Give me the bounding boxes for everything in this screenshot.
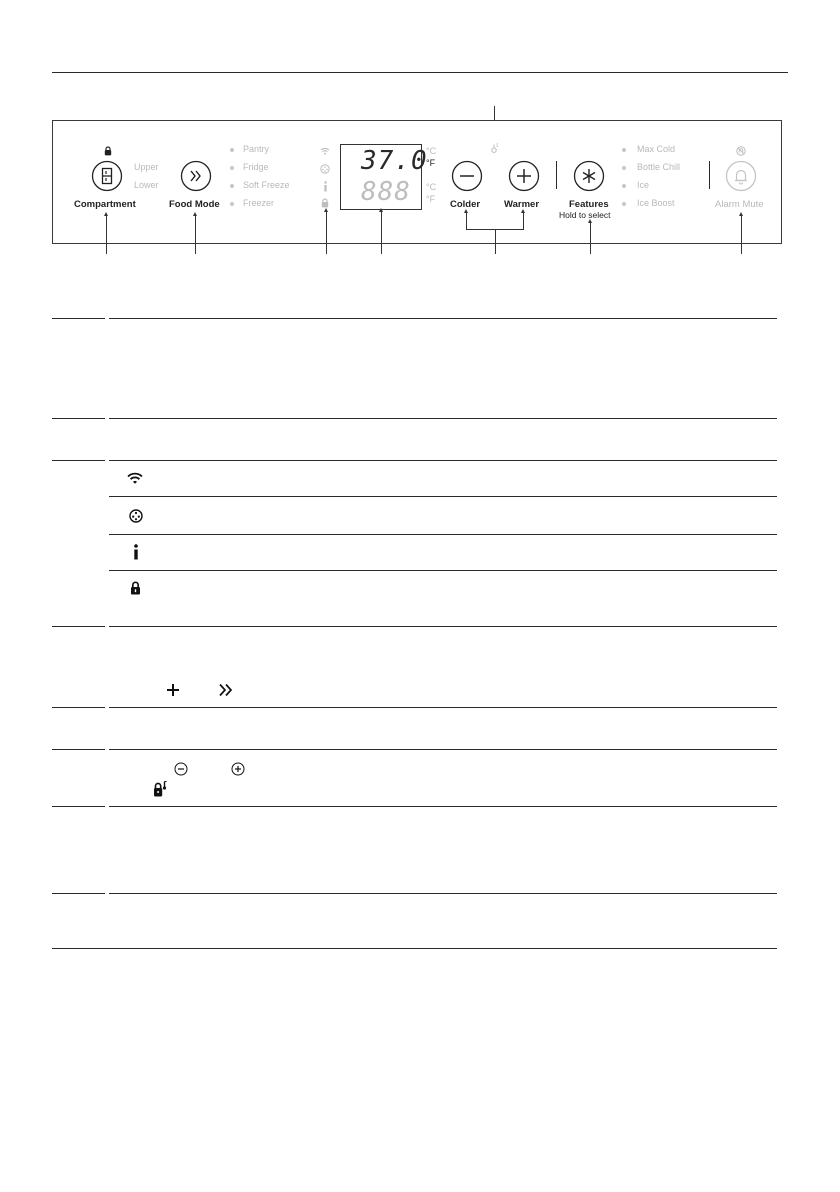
feature-dot-ice [622, 184, 626, 188]
display-top-value: 37.0 [361, 146, 428, 176]
warmer-button[interactable] [508, 160, 540, 192]
plus-circle-icon [231, 762, 245, 776]
lock-icon [130, 581, 141, 595]
table-rule-2 [52, 418, 105, 419]
callout-colder-warmer [495, 229, 496, 254]
food-mode-fridge: Fridge [243, 162, 269, 172]
colder-label: Colder [450, 199, 481, 210]
table-rule-1b [109, 318, 777, 319]
food-mode-button[interactable] [180, 160, 212, 192]
table-rule-3 [52, 460, 105, 461]
alarm-mute-button[interactable] [725, 160, 757, 192]
compartment-button[interactable] [91, 160, 123, 192]
food-mode-freezer: Freezer [243, 198, 275, 208]
info-icon [323, 181, 328, 192]
food-mode-soft-freeze: Soft Freeze [243, 180, 290, 190]
info-icon [133, 544, 139, 560]
compartment-lock-icon [104, 146, 112, 156]
colder-button[interactable] [451, 160, 483, 192]
lock-icon [321, 198, 329, 208]
warmer-label: Warmer [504, 199, 540, 210]
table-rule-5b [109, 707, 777, 708]
alarm-mute-label: Alarm Mute [715, 199, 764, 210]
table-rule-6b [109, 749, 777, 750]
feature-dot-ice-boost [622, 202, 626, 206]
feature-ice: Ice [637, 180, 650, 190]
table-rule-7 [52, 806, 105, 807]
feature-ice-boost: Ice Boost [637, 198, 675, 208]
callout-status-icons [326, 211, 327, 254]
thermometer-icon [491, 143, 499, 153]
food-mode-dot-pantry [230, 148, 234, 152]
control-panel [52, 120, 782, 244]
table-rule-4 [52, 626, 105, 627]
callout-food-mode [195, 215, 196, 254]
feature-bottle-chill: Bottle Chill [637, 162, 681, 172]
table-rule-1 [52, 318, 105, 319]
table-rule-3b [109, 460, 777, 461]
top-rule [52, 72, 788, 73]
callout-display [381, 211, 382, 254]
table-subrule-3 [109, 570, 777, 571]
food-mode-dot-freezer [230, 202, 234, 206]
table-rule-7b [109, 806, 777, 807]
minus-circle-icon [174, 762, 188, 776]
feature-dot-max-cold [622, 148, 626, 152]
callout-compartment [106, 215, 107, 254]
table-subrule-1 [109, 496, 777, 497]
table-subrule-2 [109, 534, 777, 535]
features-button[interactable] [573, 160, 605, 192]
unit-c-top: °C [426, 146, 437, 156]
compartment-lower: Lower [134, 180, 159, 190]
feature-dot-bottle-chill [622, 166, 626, 170]
compartment-upper: Upper [134, 162, 159, 172]
plus-icon [166, 683, 180, 697]
unit-f-bottom: °F [426, 194, 436, 204]
panel-separator-2 [709, 161, 710, 189]
bracket-right [523, 212, 524, 229]
callout-features [590, 222, 591, 254]
features-hint: Hold to select [559, 210, 611, 220]
features-label: Features [569, 199, 609, 210]
filter-icon [320, 164, 330, 174]
table-rule-6 [52, 749, 105, 750]
table-rule-5 [52, 707, 105, 708]
food-mode-dot-fridge [230, 166, 234, 170]
table-rule-4b [109, 626, 777, 627]
bracket-left [466, 212, 467, 229]
unit-f-top: °F [426, 158, 436, 168]
table-rule-2b [109, 418, 777, 419]
wifi-icon [127, 472, 143, 485]
alarm-mute-indicator-icon [736, 146, 746, 156]
wifi-icon [320, 147, 330, 155]
panel-separator-1 [556, 161, 557, 189]
temperature-display [340, 144, 428, 210]
unit-c-bottom: °C [426, 182, 437, 192]
food-mode-pantry: Pantry [243, 144, 270, 154]
feature-max-cold: Max Cold [637, 144, 676, 154]
table-rule-8 [52, 893, 105, 894]
food-mode-dot-soft-freeze [230, 184, 234, 188]
table-rule-8b [109, 893, 777, 894]
thermometer-lock-icon [153, 780, 169, 798]
double-chevron-icon [218, 683, 234, 697]
table-rule-bottom [52, 948, 777, 949]
filter-icon [129, 509, 143, 523]
food-mode-label: Food Mode [169, 199, 220, 210]
callout-alarm [741, 215, 742, 254]
compartment-label: Compartment [74, 199, 136, 210]
display-bottom-value: 888 [361, 177, 411, 207]
